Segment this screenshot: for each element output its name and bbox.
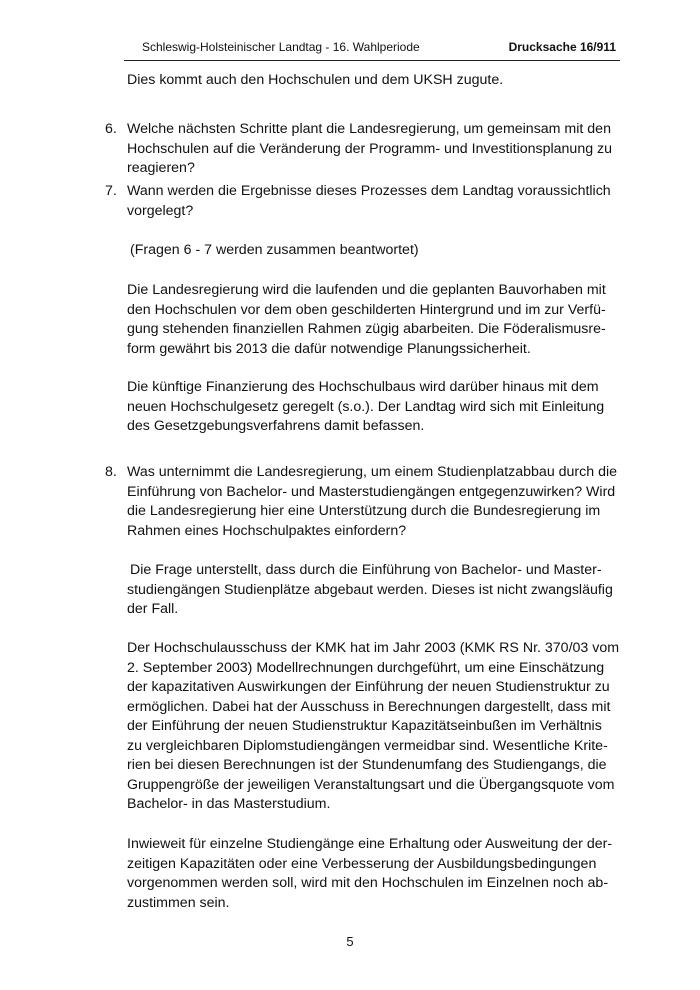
- question-number: 6.: [105, 121, 117, 137]
- page-number: 5: [346, 934, 354, 949]
- page-header: [124, 38, 620, 61]
- answer-paragraph-2: Die künftige Finanzierung des Hochschulbaus wird darüber hinaus mit dem neuen Hochschulgesetz geregelt (s.o.). Der Landtag wird sich mit Einleitung des Gesetzgebungsverfahrens damit befassen.: [127, 379, 605, 434]
- question-text: Welche nächsten Schritte plant die Landesregierung, um gemeinsam mit den Hochschulen auf die Veränderung der Programm- und Investitionsplanung zu reagieren?: [127, 121, 613, 176]
- question-number: 8.: [105, 464, 117, 480]
- header-document-number: Drucksache 16/911: [508, 40, 616, 54]
- question-text: Wann werden die Ergebnisse dieses Prozesses dem Landtag voraussichtlich vorgelegt?: [127, 183, 611, 219]
- question-number: 7.: [105, 183, 117, 199]
- question-text: Was unternimmt die Landesregierung, um einem Studienplatzabbau durch die Einführung von Bachelor- und Masterstudiengängen entgegenzuwirken? Wird die Landesregierung hier eine Unterstützung durch die Bundesregierung im Rahmen eines Hochschulpaktes einfordern?: [127, 464, 618, 539]
- intro-paragraph: Dies kommt auch den Hochschulen und dem UKSH zugute.: [127, 72, 504, 88]
- answer-paragraph-3: Die Frage unterstellt, dass durch die Einführung von Bachelor- und Master- studiengängen Studienplätze abgebaut werden. Dieses ist nicht zwangsläufig der Fall.: [127, 562, 613, 617]
- answer-paragraph-1: Die Landesregierung wird die laufenden und die geplanten Bauvorhaben mit den Hochschulen vor dem oben geschilderten Hintergrund und im zur Verfü- gung stehenden finanziellen Rahmen zügig abarbeiten. Die Föderalismusre- form gewährt bis 2013 die dafür notwendige Planungssicherheit.: [127, 282, 606, 357]
- answer-paragraph-4: Der Hochschulausschuss der KMK hat im Jahr 2003 (KMK RS Nr. 370/03 vom 2. September 2003) Modellrechnungen durchgeführt, um eine Einschätzung der kapazitativen Auswirkungen der Einführung der neuen Studienstruktur zu ermöglichen. Dabei hat der Ausschuss in Berechnungen dargestellt, dass mit der Einführung der neuen Studienstruktur Kapazitätseinbußen im Verhältnis zu vergleichbaren Diplomstudiengängen vermeidbar sind. Wesentliche Krite- rien bei diesen Berechnungen ist der Stundenumfang des Studiengangs, die Gruppengröße der jeweiligen Veranstaltungsart und die Übergangsquote vom Bachelor- in das Masterstudium.: [127, 640, 620, 812]
- header-title: Schleswig-Holsteinischer Landtag - 16. Wahlperiode: [142, 40, 420, 54]
- answer-paragraph-5: Inwieweit für einzelne Studiengänge eine Erhaltung oder Ausweitung der der- zeitigen Kapazitäten oder eine Verbesserung der Ausbildungsbedingungen vorgenommen werden soll, wird mit den Hochschulen im Einzelnen noch ab- zustimmen sein.: [127, 836, 613, 911]
- answer-note: (Fragen 6 - 7 werden zusammen beantwortet): [130, 242, 419, 258]
